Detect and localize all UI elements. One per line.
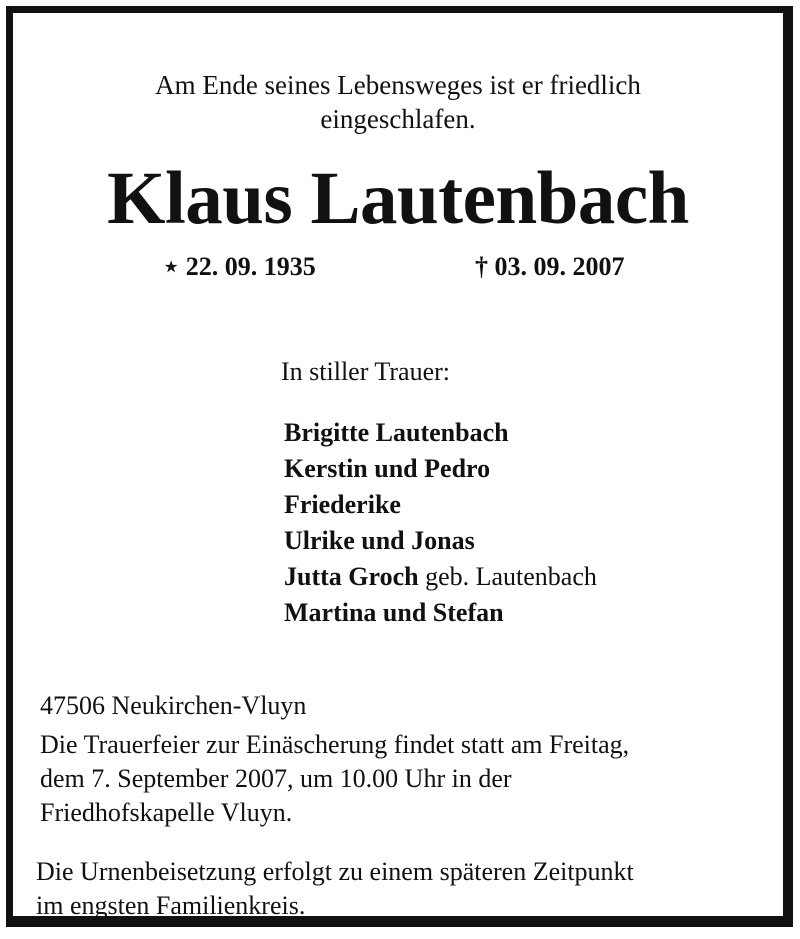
intro-text [13, 68, 783, 136]
mourner-name: Brigitte Lautenbach [284, 418, 509, 447]
mourner-name: Friederike [284, 490, 401, 519]
mourner-item [284, 487, 597, 523]
urn-notice [36, 855, 771, 923]
mourner-name: Ulrike und Jonas [284, 526, 475, 555]
mourners-list [284, 415, 597, 631]
mourner-item [284, 595, 597, 631]
mourner-name: Kerstin und Pedro [284, 454, 491, 483]
mourner-item [284, 559, 597, 595]
ceremony-line-3: Friedhofskapelle Vluyn. [40, 798, 293, 827]
city-line: 47506 Neukirchen-Vluyn [40, 691, 307, 720]
death-date: † 03. 09. 2007 [475, 252, 625, 281]
mourning-label: In stiller Trauer: [281, 357, 450, 386]
mourner-item [284, 415, 597, 451]
ceremony-notice [40, 728, 770, 830]
urn-line-2: im engsten Familienkreis. [36, 891, 306, 920]
mourner-name: Jutta Groch [284, 562, 419, 591]
deceased-name: Klaus Lautenbach [107, 157, 689, 240]
intro-line-1: Am Ende seines Lebensweges ist er friedlich [155, 70, 641, 100]
ceremony-line-2: dem 7. September 2007, um 10.00 Uhr in der [40, 764, 512, 793]
mourner-item [284, 451, 597, 487]
mourner-item [284, 523, 597, 559]
urn-line-1: Die Urnenbeisetzung erfolgt zu einem späteren Zeitpunkt [36, 857, 634, 886]
obituary-frame [6, 6, 793, 927]
birth-date: ⋆ 22. 09. 1935 [163, 252, 316, 281]
intro-line-2: eingeschlafen. [320, 104, 476, 134]
ceremony-line-1: Die Trauerfeier zur Einäscherung findet statt am Freitag, [40, 730, 630, 759]
mourner-name: Martina und Stefan [284, 598, 504, 627]
mourner-maiden-name: geb. Lautenbach [418, 562, 597, 591]
